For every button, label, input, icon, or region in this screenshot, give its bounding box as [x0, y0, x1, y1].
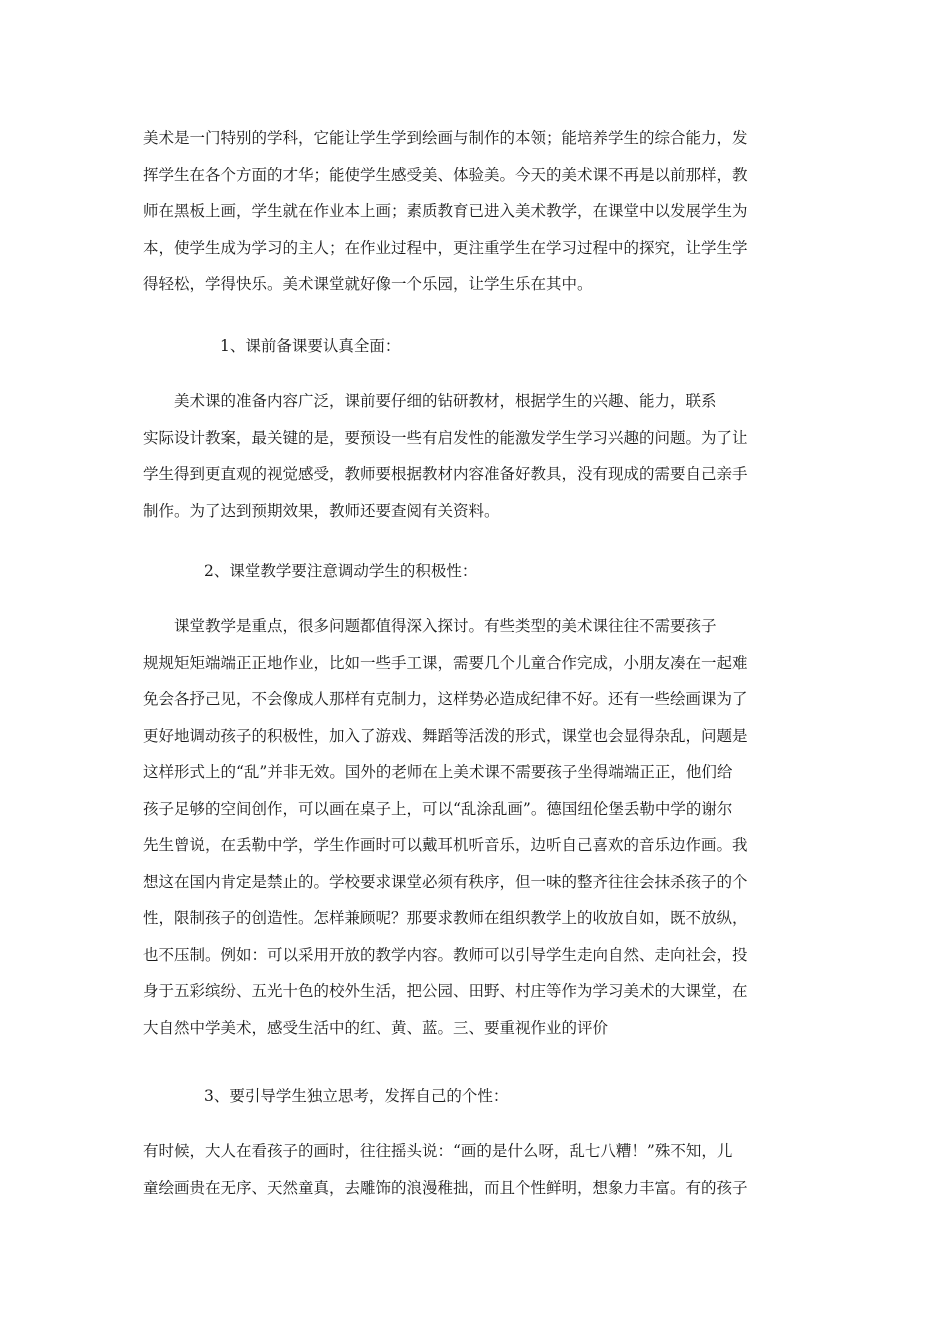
text-line: 本，使学生成为学习的主人；在作业过程中，更注重学生在学习过程中的探究，让学生学: [143, 238, 748, 257]
section1-paragraph: [143, 383, 823, 529]
section3-paragraph: [143, 1133, 823, 1206]
text-line: 更好地调动孩子的积极性，加入了游戏、舞蹈等活泼的形式，课堂也会显得杂乱，问题是: [143, 726, 748, 745]
text-line: 先生曾说，在丢勒中学，学生作画时可以戴耳机听音乐，边听自己喜欢的音乐边作画。我: [143, 836, 748, 854]
section-heading-1: 1、课前备课要认真全面：: [220, 337, 401, 355]
intro-paragraph: [143, 120, 823, 303]
section2-paragraph: [143, 608, 823, 1046]
section-heading-3: 3、要引导学生独立思考，发挥自己的个性：: [204, 1087, 509, 1105]
text-line: 也不压制。例如：可以采用开放的教学内容。教师可以引导学生走向自然、走向社会，投: [143, 945, 748, 964]
text-line: 规规矩矩端端正正地作业，比如一些手工课，需要几个儿童合作完成，小朋友凑在一起难: [143, 653, 748, 672]
text-line: 这样形式上的“乱”并非无效。国外的老师在上美术课不需要孩子坐得端端正正，他们给: [143, 763, 733, 781]
text-line: 得轻松，学得快乐。美术课堂就好像一个乐园，让学生乐在其中。: [143, 275, 593, 293]
text-line: 童绘画贵在无序、天然童真，去雕饰的浪漫稚拙，而且个性鲜明，想象力丰富。有的孩子: [143, 1178, 748, 1197]
section-heading-2: 2、课堂教学要注意调动学生的积极性：: [204, 562, 478, 580]
text-line: 美术是一门特别的学科，它能让学生学到绘画与制作的本领；能培养学生的综合能力，发: [143, 129, 748, 147]
text-line: 师在黑板上画，学生就在作业本上画；素质教育已进入美术教学，在课堂中以发展学生为: [143, 202, 748, 220]
text-line: 学生得到更直观的视觉感受，教师要根据教材内容准备好教具，没有现成的需要自己亲手: [143, 465, 748, 483]
text-line: 大自然中学美术，感受生活中的红、黄、蓝。三、要重视作业的评价: [143, 1018, 609, 1037]
text-line: 免会各抒己见，不会像成人那样有克制力，这样势必造成纪律不好。还有一些绘画课为了: [143, 690, 748, 708]
text-line: 实际设计教案，最关键的是，要预设一些有启发性的能激发学生学习兴趣的问题。为了让: [143, 428, 748, 447]
text-line: 美术课的准备内容广泛，课前要仔细的钻研教材，根据学生的兴趣、能力，联系: [143, 392, 717, 410]
text-line: 制作。为了达到预期效果，教师还要查阅有关资料。: [143, 501, 500, 520]
text-line: 孩子足够的空间创作，可以画在桌子上，可以“乱涂乱画”。德国纽伦堡丢勒中学的谢尔: [143, 799, 733, 818]
text-line: 想这在国内肯定是禁止的。学校要求课堂必须有秩序，但一味的整齐往往会抹杀孩子的个: [143, 872, 748, 891]
text-line: 性，限制孩子的创造性。怎样兼顾呢？那要求教师在组织教学上的收放自如，既不放纵，: [143, 909, 748, 927]
text-line: 身于五彩缤纷、五光十色的校外生活，把公园、田野、村庄等作为学习美术的大课堂，在: [143, 982, 748, 1000]
text-line: 有时候，大人在看孩子的画时，往往摇头说：“画的是什么呀，乱七八糟！”殊不知，儿: [143, 1142, 733, 1160]
text-line: 课堂教学是重点，很多问题都值得深入探讨。有些类型的美术课往往不需要孩子: [143, 617, 717, 635]
text-line: 挥学生在各个方面的才华；能使学生感受美、体验美。今天的美术课不再是以前那样，教: [143, 165, 748, 184]
